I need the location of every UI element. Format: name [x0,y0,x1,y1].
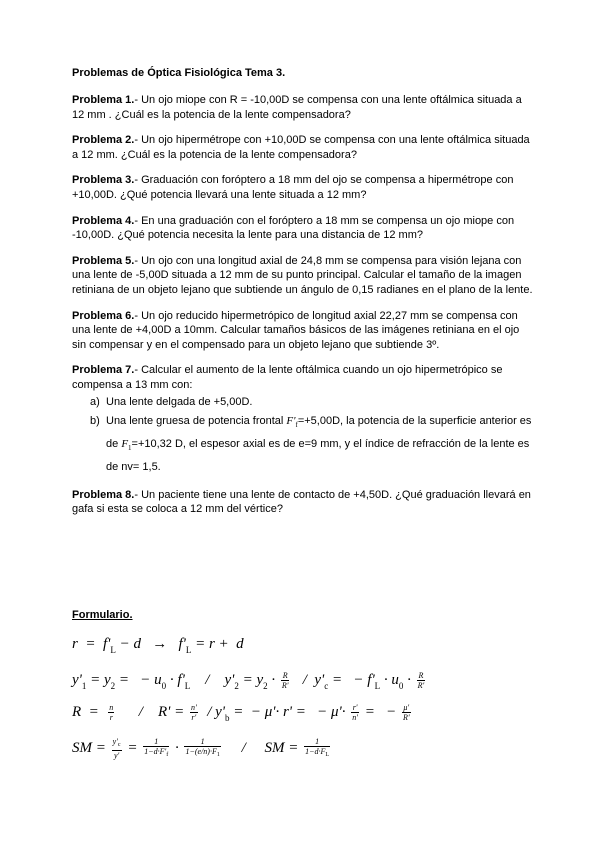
option-b [72,412,534,477]
fraction [402,703,411,722]
symbol-sub: f [295,420,298,429]
fraction [143,737,169,760]
formula-line-4: SM = $\frac{y'_c}{y'}$ = $\frac{1}{1-d\cdot F'_f}$ · $\frac{1}{1-(e/n)\cdot F_1}$ / SM = $\frac{1}{1-d\cdot F_L}$ [72,737,330,760]
numerator: R [418,671,424,680]
formula-line-2: $y'_1 = y_2$ = − $u_0 \cdot f'_L$ / $y'_2 = y_2$ · $\frac{R}{R'}$ / $y'_c$ = − $f'_L \cdot u_0$ · $\frac{R}{R'}$ [72,671,425,691]
problem-text: - Un ojo hipermétrope con +10,00D se compensa con una lente oftálmica situada a 12 mm. ¿Cuál es la potencia de la lente compensadora? [72,134,530,161]
symbol-sub: 1 [128,443,132,452]
problem-7 [72,363,534,476]
problem-2 [72,133,534,162]
problem-7-options [72,393,534,477]
symbol-base: F' [286,414,296,427]
problem-text: - Un ojo miope con R = -10,00D se compensa con una lente oftálmica situada a 12 mm . ¿Cuál es la potencia de la lente compensadora? [72,94,522,121]
fraction [417,671,426,690]
denominator: $1-d\cdot F_L$ [305,747,330,758]
problem-text: - Graduación con foróptero a 18 mm del ojo se compensa a hipermétrope con +10,00D. ¿Qué potencia llevará una lente situada a 12 mm? [72,174,514,201]
numerator: 1 [184,737,220,747]
problem-label: Problema 4. [72,214,135,227]
option-text: Una lente delgada de +5,00D. [106,395,253,408]
numerator: n' [190,703,197,712]
symbol-ff [286,415,297,427]
fraction [184,737,220,760]
problem-label: Problema 1. [72,94,135,106]
problem-4 [72,214,534,243]
symbol-f1 [121,438,131,450]
document-title: Problemas de Óptica Fisiológica Tema 3. [72,67,286,79]
numerator: R [282,671,288,680]
problem-text: - Un ojo con una longitud axial de 24,8 mm se compensa para visión lejana con una lente de -5,00D situada a 12 mm de su punto principal. Calcular el tamaño de la imagen retiniana de un objeto lejano que subtiende un ángulo de 0,15 radianes en el plano de la lente. [72,254,533,296]
numerator: 1 [304,737,330,747]
option-text: =+10,32 D, el espesor axial es de e=9 mm, y el índice de refracción de la lente es de nv= 1,5. [106,437,530,473]
fraction [112,737,122,760]
numerator: r' [352,703,358,712]
denominator: r [109,713,113,722]
problem-label: Problema 7. [72,364,135,377]
problem-label: Problema 2. [72,134,135,147]
problem-label: Problema 3. [72,174,135,187]
formulario-title: Formulario. [72,609,133,621]
denominator: $1-(e/n)\cdot F_1$ [185,747,220,758]
denominator: R' [417,681,425,690]
problem-label: Problema 8. [72,488,135,501]
problem-text: - Un paciente tiene una lente de contacto de +4,50D. ¿Qué graduación llevará en gafa si esta se coloca a 12 mm del vértice? [72,488,531,516]
denominator: n' [352,713,358,722]
denominator: r' [191,713,197,722]
numerator: μ' [403,703,410,712]
option-marker: b) [90,414,100,427]
numerator: n [109,703,114,712]
problem-label: Problema 5. [72,254,135,267]
fraction [281,671,290,690]
problem-1 [72,93,534,122]
symbol-base: F [121,437,129,450]
fraction [190,703,198,722]
problem-text: - Un ojo reducido hipermetrópico de longitud axial 22,27 mm se compensa con una lente de +4,00D a 10mm. Calcular tamaños básicos de las imágenes retiniana en el ojo sin compensar y en el compensado para un objeto lejano que subtiende 3º. [72,309,520,351]
problem-3 [72,173,534,202]
option-a [72,393,534,412]
option-text: Una lente gruesa de potencia frontal [106,414,284,427]
problem-6 [72,309,534,353]
formula-line-3: R = $\frac{n}{r}$ / R' = $\frac{n'}{r'}$ / $y'_b$ = − μ'· r' = − μ'· $\frac{r'}{n'}$ = − $\frac{\mu'}{R'}$ [72,703,410,723]
option-marker: a) [90,395,100,408]
denominator: y' [113,751,120,760]
denominator: R' [402,713,410,722]
numerator: $y'_c$ [112,737,122,751]
numerator: 1 [143,737,169,747]
problem-5 [72,254,534,298]
formula-line-1: $r = f'_L - d \to f'_L = r + d$ [72,636,244,655]
problem-text: - En una graduación con el foróptero a 18 mm se compensa un ojo miope con -10,00D. ¿Qué potencia necesita la lente para una distancia de 12 mm? [72,214,515,242]
fraction [108,703,114,722]
fraction [351,703,359,722]
problem-8 [72,488,534,517]
problem-text: - Calcular el aumento de la lente oftálmica cuando un ojo hipermetrópico se compensa a 13 mm con: [72,364,503,391]
option-text: =+5,00D, la potencia de la superficie anterior es de [106,414,532,450]
denominator: R' [281,681,289,690]
document-body [72,66,534,528]
denominator: $1-d\cdot F'_f$ [144,747,169,758]
problem-label: Problema 6. [72,309,135,322]
fraction [304,737,330,760]
